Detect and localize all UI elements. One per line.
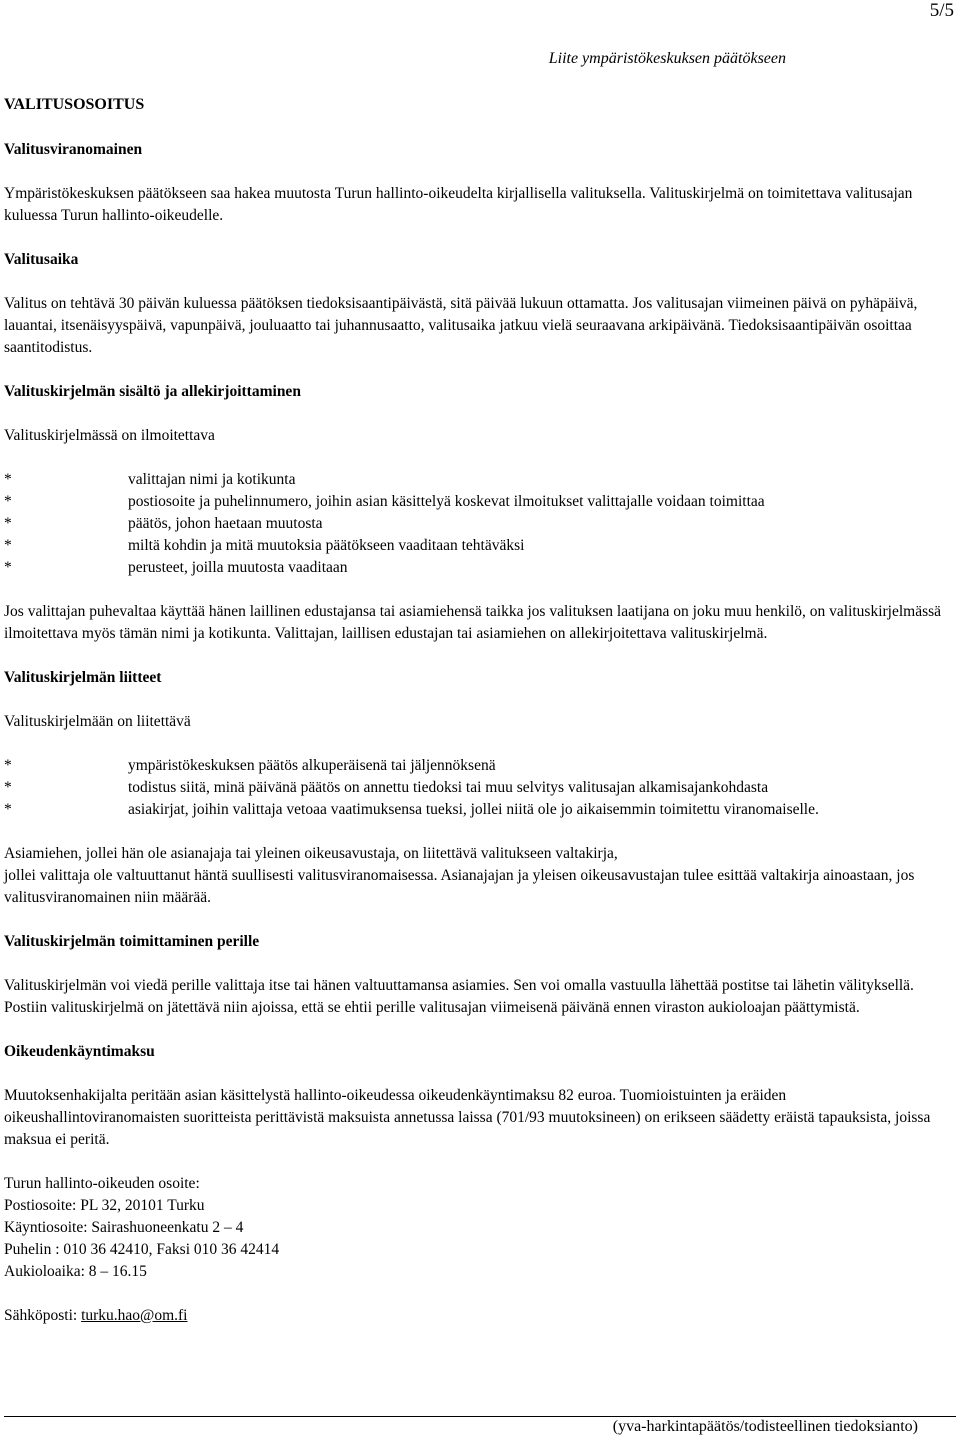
list-sisalto — [4, 469, 950, 579]
document-subtitle: Liite ympäristökeskuksen päätökseen — [548, 50, 786, 67]
section-text-maksu: Muutoksenhakijalta peritään asian käsittelystä hallinto-oikeudessa oikeudenkäyntimaksu 82 euroa. Tuomioistuinten ja eräiden oikeushallintoviranomaisten suoritteista perittävistä maksuista annetussa laissa (701/93 muutoksineen) on erikseen säädetty eräistä tapauksista, joissa maksua ei peritä. — [4, 1087, 931, 1148]
bullet-star: * — [4, 801, 12, 818]
section-heading-toimittaminen: Valituskirjelmän toimittaminen perille — [4, 933, 260, 950]
address-hours: Aukioloaika: 8 – 16.15 — [4, 1263, 147, 1280]
section-text-liitteet: Asiamiehen, jollei hän ole asianajaja tai yleinen oikeusavustaja, on liitettävä valitukseen valtakirja, jollei valittaja ole valtuuttanut häntä suullisesti valitusviranomaisessa. Asianajajan ja yleisen oikeusavustajan tulee esittää valtakirja ainoastaan, jos valitusviranomainen niin määrää. — [4, 845, 915, 906]
email-link[interactable]: turku.hao@om.fi — [81, 1307, 188, 1324]
address-email-row — [4, 1305, 950, 1327]
list-item: * valittajan nimi ja kotikunta — [4, 469, 950, 491]
list-item: * todistus siitä, minä päivänä päätös on annettu tiedoksi tai muu selvitys valitusajan alkamisajankohdasta — [4, 777, 950, 799]
address-postal: Postiosoite: PL 32, 20101 Turku — [4, 1197, 205, 1214]
bullet-star: * — [4, 493, 12, 510]
bullet-star: * — [4, 779, 12, 796]
bullet-star: * — [4, 537, 12, 554]
section-text-viranomainen: Ympäristökeskuksen päätökseen saa hakea muutosta Turun hallinto-oikeudelta kirjallisella valituksella. Valituskirjelmä on toimitettava valitusajan kuluessa Turun hallinto-oikeudelle. — [4, 185, 913, 224]
section-heading-valitusaika: Valitusaika — [4, 251, 79, 268]
page-number: 5/5 — [929, 0, 954, 21]
address-phone: Puhelin : 010 36 42410, Faksi 010 36 42414 — [4, 1241, 280, 1258]
document-body — [4, 94, 950, 1327]
document-title: VALITUSOSOITUS — [4, 96, 145, 113]
list-item: * postiosoite ja puhelinnumero, joihin asian käsittelyä koskevat ilmoitukset valittajalle voidaan toimittaa — [4, 491, 950, 513]
email-label: Sähköposti: — [4, 1307, 82, 1324]
section-intro-liitteet: Valituskirjelmään on liitettävä — [4, 713, 191, 730]
bullet-star: * — [4, 471, 12, 488]
section-heading-viranomainen: Valitusviranomainen — [4, 141, 143, 158]
section-heading-liitteet: Valituskirjelmän liitteet — [4, 669, 162, 686]
address-title: Turun hallinto-oikeuden osoite: — [4, 1175, 200, 1192]
bullet-star: * — [4, 757, 12, 774]
bullet-star: * — [4, 515, 12, 532]
list-item: * ympäristökeskuksen päätös alkuperäisenä tai jäljennöksenä — [4, 755, 950, 777]
section-heading-sisalto: Valituskirjelmän sisältö ja allekirjoittaminen — [4, 383, 301, 400]
footer-text: (yva-harkintapäätös/todisteellinen tiedoksianto) — [612, 1418, 918, 1435]
list-item: * päätös, johon haetaan muutosta — [4, 513, 950, 535]
section-heading-maksu: Oikeudenkäyntimaksu — [4, 1043, 155, 1060]
list-item: * miltä kohdin ja mitä muutoksia päätökseen vaaditaan tehtäväksi — [4, 535, 950, 557]
list-item: * asiakirjat, joihin valittaja vetoaa vaatimuksensa tueksi, jollei niitä ole jo aikaisemmin toimitettu viranomaiselle. — [4, 799, 950, 821]
list-item: * perusteet, joilla muutosta vaaditaan — [4, 557, 950, 579]
court-address — [4, 1173, 950, 1327]
bullet-star: * — [4, 559, 12, 576]
footer-divider — [4, 1416, 956, 1417]
section-intro-sisalto: Valituskirjelmässä on ilmoitettava — [4, 427, 215, 444]
address-visiting: Käyntiosoite: Sairashuoneenkatu 2 – 4 — [4, 1219, 244, 1236]
section-text-sisalto: Jos valittajan puhevaltaa käyttää hänen laillinen edustajansa tai asiamiehensä taikka jos valituksen laatijana on joku muu henkilö, on valituskirjelmässä ilmoitettava myös tämän nimi ja kotikunta. Valittajan, laillisen edustajan tai asiamiehen on allekirjoitettava valituskirjelmä. — [4, 603, 942, 642]
list-liitteet — [4, 755, 950, 821]
section-text-valitusaika: Valitus on tehtävä 30 päivän kuluessa päätöksen tiedoksisaantipäivästä, sitä päivää lukuun ottamatta. Jos valitusajan viimeinen päivä on pyhäpäivä, lauantai, itsenäisyyspäivä, vapunpäivä, jouluaatto tai juhannusaatto, valitusaika jatkuu vielä seuraavana arkipäivänä. Tiedoksisaantipäivän osoittaa saantitodistus. — [4, 295, 918, 356]
section-text-toimittaminen: Valituskirjelmän voi viedä perille valittaja itse tai hänen valtuuttamansa asiamies. Sen voi omalla vastuulla lähettää postitse tai lähetin välityksellä. Postiin valituskirjelmä on jätettävä niin ajoissa, että se ehtii perille valitusajan viimeisenä päivänä ennen viraston aukioloajan päättymistä. — [4, 977, 914, 1016]
